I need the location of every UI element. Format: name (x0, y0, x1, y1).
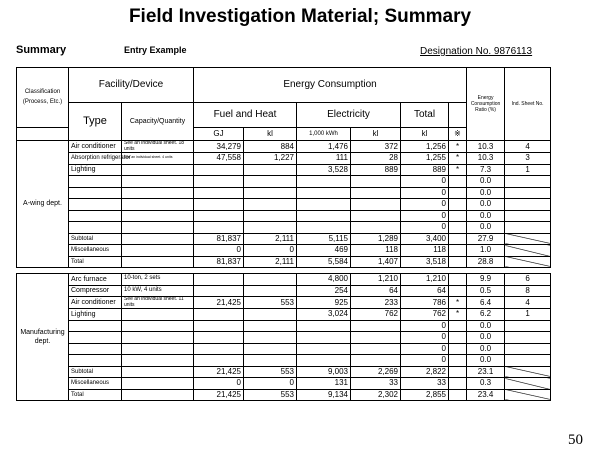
electricity-kwh-value (297, 210, 351, 222)
fuel-gj-value (194, 285, 244, 297)
awing-row (17, 187, 551, 199)
total-kl-value: 0 (401, 210, 449, 222)
electricity-kwh-value (297, 355, 351, 367)
electricity-kwh-value: 925 (297, 297, 351, 309)
misc-capacity-cell (122, 378, 194, 390)
total-ratio: 23.4 (467, 389, 505, 401)
misc-electricity-kwh: 469 (297, 245, 351, 257)
facility-type: Compressor (69, 285, 122, 297)
sheet-number (505, 343, 551, 355)
ratio-value: 0.5 (467, 285, 505, 297)
capacity-quantity (122, 222, 194, 234)
asterisk-mark: * (449, 297, 467, 309)
manufacturing-row (17, 355, 551, 367)
fuel-kl-value: 884 (244, 141, 297, 153)
fuel-gj-value: 47,558 (194, 153, 244, 165)
electricity-kwh-value (297, 332, 351, 344)
sheet-number: 4 (505, 297, 551, 309)
asterisk-mark (449, 222, 467, 234)
total-sheet-slash (505, 256, 551, 268)
electricity-kl-value (351, 320, 401, 332)
subtotal-total-kl: 3,400 (401, 233, 449, 245)
electricity-kwh-value (297, 222, 351, 234)
facility-type (69, 320, 122, 332)
summary-table (16, 67, 551, 401)
entry-example-label: Entry Example (124, 45, 187, 55)
manufacturing-row (17, 343, 551, 355)
awing-row (17, 245, 551, 257)
misc-ratio: 1.0 (467, 245, 505, 257)
capacity-quantity (122, 309, 194, 321)
subtotal-fuel-kl: 553 (244, 366, 297, 378)
sheet-number: 6 (505, 274, 551, 286)
misc-total-kl: 118 (401, 245, 449, 257)
total-label: Total (69, 256, 122, 268)
facility-type: Lighting (69, 164, 122, 176)
misc-electricity-kl: 33 (351, 378, 401, 390)
total-kl-value: 0 (401, 199, 449, 211)
fuel-gj-value (194, 332, 244, 344)
asterisk-mark (449, 285, 467, 297)
electricity-kl-value (351, 176, 401, 188)
unit-kl-fuel: kl (244, 128, 297, 141)
electricity-kwh-value (297, 199, 351, 211)
ratio-value: 0.0 (467, 222, 505, 234)
asterisk-mark (449, 343, 467, 355)
total-fuel-gj: 81,837 (194, 256, 244, 268)
asterisk-mark: * (449, 309, 467, 321)
total-kl-value: 1,255 (401, 153, 449, 165)
page-number: 50 (568, 432, 583, 448)
awing-row (17, 222, 551, 234)
fuel-gj-value (194, 222, 244, 234)
total-kl-value: 0 (401, 320, 449, 332)
fuel-kl-value: 553 (244, 297, 297, 309)
misc-fuel-gj: 0 (194, 378, 244, 390)
ratio-value: 6.4 (467, 297, 505, 309)
ratio-value: 10.3 (467, 153, 505, 165)
electricity-kl-value: 233 (351, 297, 401, 309)
subtotal-label: Subtotal (69, 366, 122, 378)
capacity-quantity (122, 176, 194, 188)
ratio-value: 7.3 (467, 164, 505, 176)
awing-row (17, 256, 551, 268)
page-title: Field Investigation Material; Summary (128, 6, 472, 27)
subtotal-sheet-slash (505, 366, 551, 378)
ratio-value: 0.0 (467, 355, 505, 367)
capacity-quantity (122, 199, 194, 211)
asterisk-mark: * (449, 153, 467, 165)
capacity-quantity: See an individual sheet. 18 units (122, 141, 194, 153)
facility-type (69, 332, 122, 344)
total-fuel-kl: 553 (244, 389, 297, 401)
fuel-kl-value: 1,227 (244, 153, 297, 165)
fuel-kl-value (244, 332, 297, 344)
fuel-kl-value (244, 222, 297, 234)
total-asterisk-cell (449, 256, 467, 268)
misc-electricity-kwh: 131 (297, 378, 351, 390)
awing-dept-label: A-wing dept. (17, 141, 69, 268)
classification-unit-cell (17, 128, 69, 141)
manufacturing-row (17, 366, 551, 378)
misc-asterisk-cell (449, 378, 467, 390)
total-electricity-kl: 2,302 (351, 389, 401, 401)
subtotal-total-kl: 2,822 (401, 366, 449, 378)
facility-type (69, 355, 122, 367)
total-kl-value: 786 (401, 297, 449, 309)
electricity-kwh-value: 4,800 (297, 274, 351, 286)
electricity-kwh-value: 3,024 (297, 309, 351, 321)
capacity-quantity (122, 210, 194, 222)
total-total-kl: 2,855 (401, 389, 449, 401)
sheet-number (505, 355, 551, 367)
electricity-kwh-value: 1,476 (297, 141, 351, 153)
sheet-number: 4 (505, 141, 551, 153)
ratio-value: 0.0 (467, 187, 505, 199)
electricity-kwh-value: 111 (297, 153, 351, 165)
fuel-kl-value (244, 187, 297, 199)
electricity-kl-value (351, 222, 401, 234)
subtotal-label: Subtotal (69, 233, 122, 245)
ratio-header: Energy Consumption Ratio (%) (467, 68, 505, 141)
fuel-gj-value: 34,279 (194, 141, 244, 153)
misc-sheet-slash (505, 378, 551, 390)
fuel-gj-value (194, 355, 244, 367)
electricity-kl-value (351, 332, 401, 344)
subtotal-electricity-kwh: 5,115 (297, 233, 351, 245)
facility-type: Air conditioner (69, 141, 122, 153)
capacity-quantity: See an individual sheet. 11 units (122, 297, 194, 309)
capacity-quantity-header: Capacity/Quantity (122, 103, 194, 141)
electricity-kl-value: 889 (351, 164, 401, 176)
misc-label: Miscellaneous (69, 245, 122, 257)
misc-electricity-kl: 118 (351, 245, 401, 257)
fuel-kl-value (244, 176, 297, 188)
total-kl-value: 0 (401, 187, 449, 199)
electricity-kwh-value (297, 187, 351, 199)
awing-row (17, 164, 551, 176)
total-electricity-kwh: 5,584 (297, 256, 351, 268)
total-kl-value: 889 (401, 164, 449, 176)
electricity-kl-value (351, 343, 401, 355)
ratio-value: 6.2 (467, 309, 505, 321)
total-fuel-kl: 2,111 (244, 256, 297, 268)
total-kl-value: 1,210 (401, 274, 449, 286)
capacity-quantity: See an individual sheet. 4 units (122, 153, 194, 165)
fuel-gj-value (194, 199, 244, 211)
ratio-value: 0.0 (467, 343, 505, 355)
facility-type: Absorption refrigerator (69, 153, 122, 165)
asterisk-mark (449, 176, 467, 188)
fuel-kl-value (244, 210, 297, 222)
unit-kl-total: kl (401, 128, 449, 141)
fuel-gj-value (194, 187, 244, 199)
type-header: Type (69, 103, 122, 141)
total-capacity-cell (122, 256, 194, 268)
manufacturing-dept-label: Manufacturing dept. (17, 274, 69, 401)
subtotal-fuel-gj: 21,425 (194, 366, 244, 378)
capacity-quantity: 10 kW, 4 units (122, 285, 194, 297)
fuel-gj-value (194, 274, 244, 286)
misc-asterisk-cell (449, 245, 467, 257)
fuel-kl-value (244, 199, 297, 211)
subtotal-fuel-gj: 81,837 (194, 233, 244, 245)
summary-label: Summary (16, 44, 67, 56)
misc-label: Miscellaneous (69, 378, 122, 390)
electricity-kwh-value: 254 (297, 285, 351, 297)
ratio-value: 0.0 (467, 199, 505, 211)
subtotal-capacity-cell (122, 366, 194, 378)
fuel-gj-value (194, 164, 244, 176)
total-kl-value: 0 (401, 343, 449, 355)
electricity-kl-value (351, 210, 401, 222)
electricity-kl-value: 64 (351, 285, 401, 297)
total-ratio: 28.8 (467, 256, 505, 268)
fuel-kl-value (244, 274, 297, 286)
total-capacity-cell (122, 389, 194, 401)
electricity-kl-value: 28 (351, 153, 401, 165)
fuel-gj-value: 21,425 (194, 297, 244, 309)
fuel-gj-value (194, 176, 244, 188)
total-fuel-gj: 21,425 (194, 389, 244, 401)
total-kl-value: 0 (401, 222, 449, 234)
manufacturing-row (17, 378, 551, 390)
fuel-heat-header: Fuel and Heat (194, 103, 297, 128)
unit-kl-electricity: kl (351, 128, 401, 141)
capacity-quantity (122, 343, 194, 355)
subtotal-ratio: 27.9 (467, 233, 505, 245)
facility-type (69, 343, 122, 355)
subtotal-electricity-kl: 1,289 (351, 233, 401, 245)
electricity-kl-value (351, 187, 401, 199)
asterisk-mark (449, 210, 467, 222)
facility-type (69, 199, 122, 211)
capacity-quantity (122, 320, 194, 332)
manufacturing-row (17, 332, 551, 344)
facility-type: Arc furnace (69, 274, 122, 286)
fuel-kl-value (244, 343, 297, 355)
total-kl-value: 0 (401, 355, 449, 367)
ratio-value: 0.0 (467, 176, 505, 188)
awing-row (17, 176, 551, 188)
manufacturing-row (17, 285, 551, 297)
sheet-number: 1 (505, 164, 551, 176)
sheet-number (505, 176, 551, 188)
manufacturing-row (17, 297, 551, 309)
sheet-number (505, 210, 551, 222)
electricity-kl-value: 372 (351, 141, 401, 153)
capacity-quantity (122, 164, 194, 176)
asterisk-mark (449, 332, 467, 344)
designation-number: Designation No. 9876113 (420, 46, 533, 57)
manufacturing-row (17, 309, 551, 321)
fuel-kl-value (244, 320, 297, 332)
manufacturing-row (17, 320, 551, 332)
subtotal-electricity-kwh: 9,003 (297, 366, 351, 378)
total-header: Total (401, 103, 449, 128)
misc-total-kl: 33 (401, 378, 449, 390)
fuel-kl-value (244, 164, 297, 176)
subtotal-fuel-kl: 2,111 (244, 233, 297, 245)
asterisk-mark (449, 355, 467, 367)
capacity-quantity (122, 355, 194, 367)
subtotal-asterisk-cell (449, 233, 467, 245)
unit-gj: GJ (194, 128, 244, 141)
fuel-gj-value (194, 309, 244, 321)
misc-capacity-cell (122, 245, 194, 257)
asterisk-mark (449, 274, 467, 286)
total-kl-value: 762 (401, 309, 449, 321)
subtotal-asterisk-cell (449, 366, 467, 378)
ratio-value: 0.0 (467, 210, 505, 222)
total-label: Total (69, 389, 122, 401)
misc-fuel-gj: 0 (194, 245, 244, 257)
facility-device-header: Facility/Device (69, 68, 194, 103)
sheet-number (505, 199, 551, 211)
sheet-no-header: Ind. Sheet No. (505, 68, 551, 141)
total-kl-value: 64 (401, 285, 449, 297)
sheet-number: 1 (505, 309, 551, 321)
capacity-quantity (122, 187, 194, 199)
asterisk-mark (449, 320, 467, 332)
subtotal-ratio: 23.1 (467, 366, 505, 378)
blank-header-cell (449, 103, 467, 128)
awing-row (17, 199, 551, 211)
asterisk-mark: * (449, 141, 467, 153)
subtotal-capacity-cell (122, 233, 194, 245)
misc-ratio: 0.3 (467, 378, 505, 390)
total-kl-value: 0 (401, 332, 449, 344)
sheet-number: 3 (505, 153, 551, 165)
classification-header: Classification (Process, Etc.) (17, 68, 69, 128)
facility-type (69, 176, 122, 188)
sheet-number: 8 (505, 285, 551, 297)
electricity-kl-value: 1,210 (351, 274, 401, 286)
total-electricity-kl: 1,407 (351, 256, 401, 268)
misc-sheet-slash (505, 245, 551, 257)
total-total-kl: 3,518 (401, 256, 449, 268)
manufacturing-row (17, 274, 551, 286)
electricity-kwh-value: 3,528 (297, 164, 351, 176)
misc-fuel-kl: 0 (244, 378, 297, 390)
fuel-gj-value (194, 320, 244, 332)
asterisk-mark (449, 187, 467, 199)
ratio-value: 0.0 (467, 332, 505, 344)
facility-type (69, 187, 122, 199)
fuel-gj-value (194, 343, 244, 355)
total-kl-value: 0 (401, 176, 449, 188)
electricity-kwh-value (297, 176, 351, 188)
total-asterisk-cell (449, 389, 467, 401)
subtotal-sheet-slash (505, 233, 551, 245)
unit-kwh: 1,000 kWh (297, 128, 351, 141)
facility-type: Air conditioner (69, 297, 122, 309)
ratio-value: 9.9 (467, 274, 505, 286)
total-sheet-slash (505, 389, 551, 401)
electricity-kl-value (351, 199, 401, 211)
manufacturing-row (17, 389, 551, 401)
asterisk-mark (449, 199, 467, 211)
sheet-number (505, 320, 551, 332)
awing-row (17, 141, 551, 153)
awing-row (17, 153, 551, 165)
total-kl-value: 1,256 (401, 141, 449, 153)
capacity-quantity: 10-ton, 2 sets (122, 274, 194, 286)
misc-fuel-kl: 0 (244, 245, 297, 257)
sheet-number (505, 187, 551, 199)
sheet-number (505, 222, 551, 234)
total-electricity-kwh: 9,134 (297, 389, 351, 401)
ratio-value: 0.0 (467, 320, 505, 332)
asterisk-mark: * (449, 164, 467, 176)
electricity-kl-value: 762 (351, 309, 401, 321)
electricity-kl-value (351, 355, 401, 367)
awing-row (17, 210, 551, 222)
facility-type (69, 222, 122, 234)
ratio-value: 10.3 (467, 141, 505, 153)
capacity-quantity (122, 332, 194, 344)
subtotal-electricity-kl: 2,269 (351, 366, 401, 378)
facility-type (69, 210, 122, 222)
fuel-kl-value (244, 309, 297, 321)
electricity-kwh-value (297, 343, 351, 355)
fuel-kl-value (244, 355, 297, 367)
energy-consumption-header: Energy Consumption (194, 68, 467, 103)
sheet-number (505, 332, 551, 344)
asterisk-header: ※ (449, 128, 467, 141)
facility-type: Lighting (69, 309, 122, 321)
fuel-kl-value (244, 285, 297, 297)
fuel-gj-value (194, 210, 244, 222)
electricity-kwh-value (297, 320, 351, 332)
electricity-header: Electricity (297, 103, 401, 128)
awing-row (17, 233, 551, 245)
